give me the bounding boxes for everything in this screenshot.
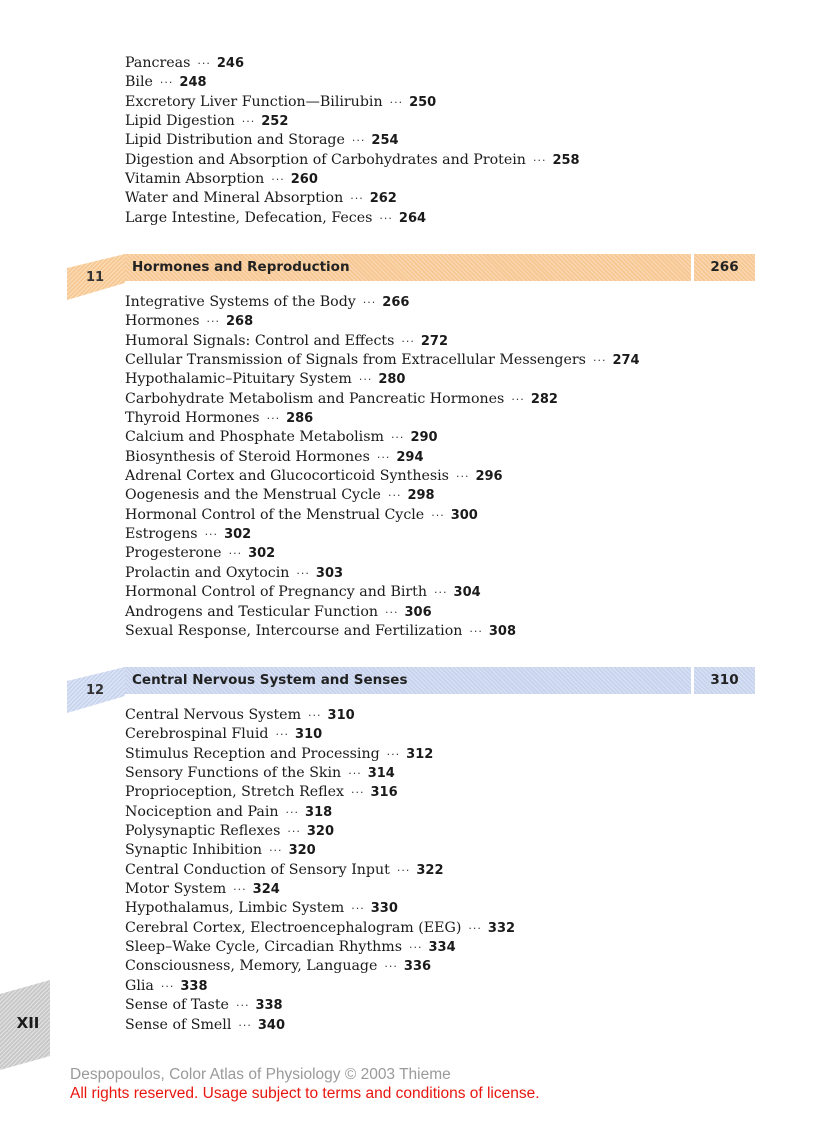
toc-entry-page: 254 [371,133,399,149]
toc-entry[interactable] [125,293,640,312]
chapter-number-tab [67,667,125,713]
leader-dots: ··· [351,902,365,916]
toc-entry[interactable] [125,841,515,860]
toc-entry-title: Cellular Transmission of Signals from Extracellular Messengers [125,352,586,369]
toc-entry-title: Pancreas [125,55,191,71]
toc-entry[interactable] [125,919,515,938]
toc-entry-title: Hormones [125,313,200,330]
leader-dots: ··· [386,747,401,761]
toc-entry[interactable] [125,409,640,428]
toc-entry-page: 302 [248,546,276,562]
chapter-header-bar[interactable] [125,254,755,281]
toc-entry-page: 250 [409,94,437,110]
leader-dots: ··· [389,95,404,109]
toc-entry[interactable] [125,73,580,92]
leader-dots: ··· [455,470,470,484]
leader-dots: ··· [532,153,547,167]
leader-dots: ··· [384,960,398,974]
leader-dots: ··· [379,211,393,225]
toc-entry-page: 264 [398,210,427,226]
leader-dots: ··· [269,844,283,858]
page-folio: XII [16,1014,40,1032]
toc-entry-title: Polysynaptic Reflexes [125,823,281,840]
leader-dots: ··· [385,605,399,619]
toc-entry[interactable] [125,977,515,996]
toc-entry[interactable] [125,899,515,918]
toc-entry-page: 340 [257,1017,286,1033]
toc-entry-title: Vitamin Absorption [125,171,265,188]
toc-entry[interactable] [125,745,515,764]
leader-dots: ··· [235,999,250,1013]
toc-entry-page: 316 [370,785,398,801]
toc-entry-page: 260 [290,172,318,188]
toc-entry-page: 312 [406,746,434,762]
toc-entry-page: 258 [552,152,580,168]
toc-entry-page: 338 [180,978,208,994]
leader-dots: ··· [434,586,448,600]
toc-entry-page: 322 [416,862,444,878]
toc-entry[interactable] [125,131,580,150]
toc-entry[interactable] [125,467,640,486]
chapter-title: Hormones and Reproduction [132,259,350,275]
toc-entry-page: 290 [410,430,438,446]
toc-entry-title: Hypothalamus, Limbic System [125,900,345,917]
toc-entry-title: Sleep–Wake Cycle, Circadian Rhythms [125,939,403,956]
toc-entry-title: Bile [125,74,153,91]
toc-entry-title: Adrenal Cortex and Glucocorticoid Synthesis [125,468,449,485]
toc-entry-title: Integrative Systems of the Body [125,294,356,310]
toc-entry-title: Cerebrospinal Fluid [125,726,269,743]
toc-entry-title: Central Nervous System [125,707,302,723]
toc-entry-page: 304 [453,585,481,601]
toc-entry[interactable] [125,351,640,370]
chapter-page: 266 [710,259,739,275]
leader-dots: ··· [348,767,362,781]
leader-dots: ··· [233,883,247,897]
toc-list-chapter-11 [125,293,640,641]
chapter-number-tab [67,254,125,300]
toc-entry[interactable] [125,525,640,544]
toc-entry-title: Sense of Smell [125,1016,232,1033]
toc-entry-page: 280 [378,372,406,388]
leader-dots: ··· [275,728,290,742]
toc-entry-title: Cerebral Cortex, Electroencephalogram (EEG) [125,919,462,936]
chapter-number: 11 [85,270,105,285]
leader-dots: ··· [390,431,405,445]
toc-entry[interactable] [125,544,640,563]
leader-dots: ··· [401,334,415,348]
toc-entry[interactable] [125,803,515,822]
toc-entry-title: Lipid Digestion [125,113,235,130]
leader-dots: ··· [204,528,219,542]
toc-entry-page: 282 [530,391,558,407]
leader-dots: ··· [387,489,402,503]
leader-dots: ··· [271,173,285,187]
leader-dots: ··· [351,134,366,148]
toc-entry[interactable] [125,170,580,189]
toc-entry[interactable] [125,112,580,131]
leader-dots: ··· [376,450,391,464]
toc-entry[interactable] [125,996,515,1015]
toc-entry-page: 314 [367,766,395,782]
toc-entry[interactable] [125,764,515,783]
toc-entry[interactable] [125,54,580,73]
toc-entry-title: Prolactin and Oxytocin [125,564,290,581]
toc-entry-page: 310 [295,727,323,743]
toc-entry-title: Biosynthesis of Steroid Hormones [125,448,370,465]
toc-entry-title: Synaptic Inhibition [125,842,263,859]
toc-entry-page: 324 [252,882,280,898]
leader-dots: ··· [469,624,483,638]
toc-entry-page: 318 [305,804,333,820]
toc-entry-title: Large Intestine, Defecation, Feces [125,209,373,226]
toc-entry-title: Glia [125,977,154,994]
toc-entry-title: Thyroid Hormones [125,410,260,427]
toc-entry-title: Hormonal Control of Pregnancy and Birth [125,584,428,601]
toc-entry[interactable] [125,506,640,525]
toc-entry[interactable] [125,822,515,841]
toc-entry-page: 338 [255,998,283,1014]
toc-entry-page: 320 [306,824,334,840]
toc-entry[interactable] [125,151,580,170]
toc-entry[interactable] [125,880,515,899]
toc-entry-page: 246 [216,56,245,71]
toc-entry-page: 336 [403,959,432,975]
leader-dots: ··· [197,57,211,70]
toc-entry-title: Sense of Taste [125,997,229,1014]
toc-entry-title: Oogenesis and the Menstrual Cycle [125,487,381,504]
toc-entry[interactable] [125,583,640,602]
toc-entry-page: 334 [428,940,456,956]
leader-dots: ··· [358,373,373,387]
leader-dots: ··· [511,392,525,406]
toc-entry-title: Water and Mineral Absorption [125,190,344,207]
toc-entry[interactable] [125,93,580,112]
leader-dots: ··· [266,412,281,426]
toc-entry-title: Sensory Functions of the Skin [125,765,342,782]
chapter-header-bar[interactable] [125,667,755,694]
toc-entry[interactable] [125,390,640,409]
leader-dots: ··· [285,805,300,819]
toc-entry[interactable] [125,957,515,976]
toc-entry-title: Digestion and Absorption of Carbohydrates and Protein [125,151,526,168]
toc-entry-page: 308 [488,623,517,639]
toc-entry-page: 296 [475,469,503,485]
leader-dots: ··· [160,979,175,993]
toc-entry-title: Estrogens [125,526,198,543]
toc-entry-page: 262 [369,191,397,207]
toc-entry-page: 298 [407,488,435,504]
toc-entry-title: Stimulus Reception and Processing [125,745,380,762]
footer-license: All rights reserved. Usage subject to terms and conditions of license. [70,1085,540,1102]
toc-entry-page: 274 [612,353,640,369]
toc-entry-title: Hormonal Control of the Menstrual Cycle [125,506,425,523]
toc-entry-page: 268 [226,314,254,330]
toc-entry-page: 300 [450,507,478,523]
toc-entry-title: Hypothalamic–Pituitary System [125,371,352,388]
toc-entry-title: Humoral Signals: Control and Effects [125,332,395,349]
toc-entry-page: 248 [179,75,207,91]
leader-dots: ··· [228,547,243,561]
toc-entry-page: 252 [261,114,289,130]
chapter-page: 310 [710,672,739,688]
leader-dots: ··· [351,786,365,800]
leader-dots: ··· [409,941,423,955]
toc-entry-page: 303 [315,565,344,581]
toc-entry-title: Sexual Response, Intercourse and Fertilization [125,622,463,639]
toc-entry-title: Lipid Distribution and Storage [125,132,345,149]
leader-dots: ··· [396,863,411,877]
leader-dots: ··· [159,76,174,90]
leader-dots: ··· [241,115,256,129]
toc-entry[interactable] [125,725,515,744]
toc-entry-title: Calcium and Phosphate Metabolism [125,429,384,446]
leader-dots: ··· [468,921,482,935]
leader-dots: ··· [296,566,310,580]
toc-entry-page: 294 [396,449,424,465]
toc-entry-title: Proprioception, Stretch Reflex [125,784,345,801]
toc-entry[interactable] [125,312,640,331]
toc-entry-page: 332 [487,920,516,936]
toc-entry-title: Consciousness, Memory, Language [125,958,378,975]
toc-entry[interactable] [125,938,515,957]
toc-entry-page: 306 [404,604,432,620]
toc-entry-title: Central Conduction of Sensory Input [125,861,390,878]
toc-entry[interactable] [125,370,640,389]
toc-entry[interactable] [125,622,640,641]
toc-entry[interactable] [125,564,640,583]
toc-entry[interactable] [125,706,515,725]
toc-entry-title: Motor System [125,881,227,898]
leader-dots: ··· [592,354,607,368]
toc-entry-page: 320 [288,843,316,859]
toc-entry-page: 310 [327,708,355,723]
toc-list-chapter-12 [125,706,515,1035]
toc-entry[interactable] [125,189,580,208]
toc-entry[interactable] [125,448,640,467]
chapter-title: Central Nervous System and Senses [132,672,408,688]
toc-entry[interactable] [125,332,640,351]
toc-entry-title: Progesterone [125,545,222,562]
leader-dots: ··· [362,296,377,309]
toc-entry-title: Androgens and Testicular Function [125,603,379,620]
toc-entry-page: 302 [224,527,252,543]
toc-entry[interactable] [125,783,515,802]
toc-entry-page: 272 [420,333,449,349]
leader-dots: ··· [308,709,322,722]
toc-entry[interactable] [125,1016,515,1035]
toc-entry-title: Carbohydrate Metabolism and Pancreatic Hormones [125,390,505,407]
toc-entry-title: Nociception and Pain [125,803,279,820]
chapter-number: 12 [85,683,105,698]
leader-dots: ··· [350,192,364,206]
leader-dots: ··· [287,825,301,839]
leader-dots: ··· [238,1018,252,1032]
toc-entry-page: 266 [382,295,410,310]
toc-entry[interactable] [125,861,515,880]
toc-entry-page: 330 [370,901,398,917]
toc-entry[interactable] [125,486,640,505]
leader-dots: ··· [431,508,445,522]
toc-entry[interactable] [125,209,580,228]
toc-list-continued [125,54,580,228]
toc-entry-page: 286 [286,411,314,427]
footer-copyright: Despopoulos, Color Atlas of Physiology © 2003 Thieme [70,1066,451,1083]
toc-entry-title: Excretory Liver Function—Bilirubin [125,93,383,110]
leader-dots: ··· [206,315,221,329]
toc-entry[interactable] [125,428,640,447]
toc-entry[interactable] [125,603,640,622]
